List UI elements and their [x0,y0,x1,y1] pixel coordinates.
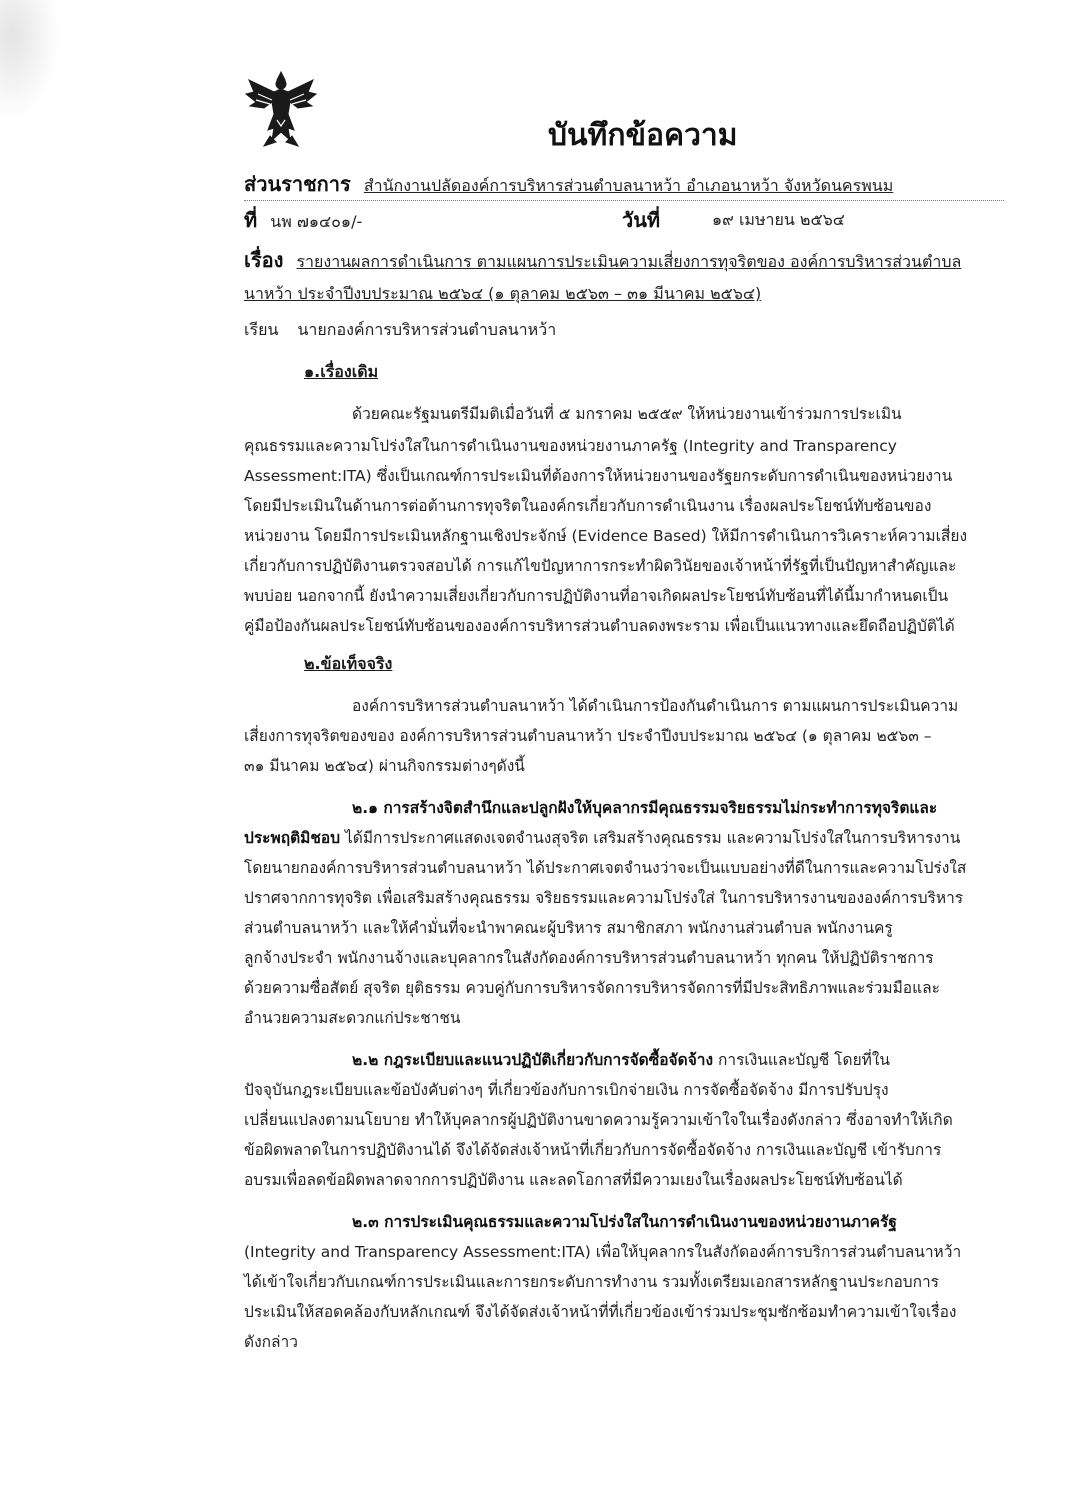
scan-shadow [0,0,60,120]
section-2-line: องค์การบริหารส่วนตำบลนาหว้า ได้ดำเนินการป้องกันดำเนินการ ตามแผนการประเมินความ [352,697,959,715]
item-2-1-first-rest: ได้มีการประกาศแสดงเจตจำนงสุจริต เสริมสร้างคุณธรรม และความโปร่งใสในการบริหารงาน [340,829,961,847]
item-2-3-line: ประเมินให้สอดคล้องกับหลักเกณฑ์ จึงได้จัดส่งเจ้าหน้าที่ที่เกี่ยวข้องเข้าร่วมประชุมซักซ้อมทำความเข้าใจเรื่อง [244,1303,957,1321]
recipient-row [244,318,1004,343]
section-2-line: เสี่ยงการทุจริตของของ องค์การบริหารส่วนตำบลนาหว้า ประจำปีงบประมาณ ๒๕๖๔ (๑ ตุลาคม ๒๕๖๓ – [244,727,932,745]
ref-value: นพ ๗๑๔๐๑/- [270,212,363,231]
section-1-line: หน่วยงาน โดยมีการประเมินหลักฐานเชิงประจักษ์ (Evidence Based) ให้มีการดำเนินการวิเคราะห์ความเสี่ยง [244,527,968,545]
ref-date-row [244,204,1004,232]
item-2-1-line: ส่วนตำบลนาหว้า และให้คำมั่นที่จะนำพาคณะผู้บริหาร สมาชิกสภา พนักงานส่วนตำบล พนักงานครู [244,919,893,937]
item-2-2-title-rest: การเงินและบัญชี โดยที่ใน [713,1051,891,1069]
item-2-2-title: ๒.๒ กฎระเบียบและแนวปฏิบัติเกี่ยวกับการจัดซื้อจัดจ้าง [352,1051,714,1069]
item-2-1-title-cont: ประพฤติมิชอบ [244,829,341,847]
date-label: วันที่ [622,208,661,232]
item-2-1-line: ปราศจากการทุจริต เพื่อเสริมสร้างคุณธรรม จริยธรรมและความโปร่งใส่ ในการบริหารงานขององค์การบริหาร [244,889,964,907]
section-1-line: คู่มือป้องกันผลประโยชน์ทับซ้อนขององค์การบริหารส่วนตำบลดงพระราม เพื่อเป็นแนวทางและยึดถือปฏิบัติได้ [244,617,955,635]
subject-line-1: รายงานผลการดำเนินการ ตามแผนการประเมินความเสี่ยงการทุจริตของ องค์การบริหารส่วนตำบล [296,252,962,271]
agency-value: สำนักงานปลัดองค์การบริหารส่วนตำบลนาหว้า อำเภอนาหว้า จังหวัดนครพนม [363,176,894,195]
recipient-label: เรียน [244,320,279,339]
item-2-1-line [244,828,1004,848]
item-2-2-line: เปลี่ยนแปลงตามนโยบาย ทำให้บุคลากรผู้ปฏิบัติงานขาดความรู้ความเข้าใจในเรื่องดังกล่าว ซึ่งอาจทำให้เกิด [244,1111,953,1129]
recipient-value: นายกองค์การบริหารส่วนตำบลนาหว้า [297,320,557,339]
agency-row [244,168,1004,201]
item-2-2-first-line [244,1050,1091,1070]
ref-label: ที่ [244,208,258,232]
agency-label: ส่วนราชการ [244,172,351,196]
item-2-2-line: ปัจจุบันกฎระเบียบและข้อบังคับต่างๆ ที่เกี่ยวข้องกับการเบิกจ่ายเงิน การจัดซื้อจัดจ้าง มีการปรับปรุง [244,1081,889,1099]
item-2-3-line: ได้เข้าใจเกี่ยวกับเกณฑ์การประเมินและการยกระดับการทำงาน รวมทั้งเตรียมเอกสารหลักฐานประกอบการ [244,1273,940,1291]
item-2-1-line: อำนวยความสะดวกแก่ประชาชน [244,1009,461,1027]
section-1-line: ด้วยคณะรัฐมนตรีมีมติเมื่อวันที่ ๕ มกราคม ๒๕๕๙ ให้หน่วยงานเข้าร่วมการประเมิน [352,405,902,423]
subject-row-2 [244,282,1004,307]
item-2-2-line: ข้อผิดพลาดในการปฏิบัติงานได้ จึงได้จัดส่งเจ้าหน้าที่เกี่ยวกับการจัดซื้อจัดจ้าง การเงินและบัญชี เข้ารับการ [244,1141,942,1159]
item-2-1-title: ๒.๑ การสร้างจิตสำนึกและปลูกฝังให้บุคลากรมีคุณธรรมจริยธรรมไม่กระทำการทุจริตและ [352,799,938,817]
subject-row [244,244,1004,276]
section-1-line: พบบ่อย นอกจากนี้ ยังนำความเสี่ยงเกี่ยวกับการปฏิบัติงานที่อาจเกิดผลประโยชน์ทับซ้อนที่ได้นี้มากำหนดเป็น [244,587,949,605]
item-2-1-line: ด้วยความซื่อสัตย์ สุจริต ยุติธรรม ควบคู่กับการบริหารจัดการบริหารจัดการที่มีประสิทธิภาพและร่วมมือและ [244,979,940,997]
section-2-line: ๓๑ มีนาคม ๒๕๖๔) ผ่านกิจกรรมต่างๆดังนี้ [244,757,525,775]
section-1-heading: ๑.เรื่องเดิม [304,362,379,381]
section-1-line: คุณธรรมและความโปร่งใสในการดำเนินงานของหน่วยงานภาครัฐ (Integrity and Transparency [244,437,897,455]
section-1-line: เกี่ยวกับการปฏิบัติงานตรวจสอบได้ การแก้ไขปัญหาการกระทำผิดวินัยของเจ้าหน้าที่รัฐที่เป็นปัญหาสำคัญและ [244,557,957,575]
item-2-1-line: ลูกจ้างประจำ พนักงานจ้างและบุคลากรในสังกัดองค์การบริหารส่วนตำบลนาหว้า ทุกคน ให้ปฏิบัติราชการ [244,949,934,967]
item-2-3-line: (Integrity and Transparency Assessment:ITA) เพื่อให้บุคลากรในสังกัดองค์การบริการส่วนตำบลนาหว้า [244,1243,962,1261]
section-1-line: Assessment:ITA) ซึ่งเป็นเกณฑ์การประเมินที่ต้องการให้หน่วยงานของรัฐยกระดับการดำเนินของหน่วยงาน [244,467,953,485]
section-2-heading: ๒.ข้อเท็จจริง [304,654,393,673]
item-2-1-line: โดยนายกองค์การบริหารส่วนตำบลนาหว้า ได้ประกาศเจตจำนงว่าจะเป็นแบบอย่างที่ดีในการและความโปร่งใส [244,859,967,877]
item-2-3-line: ดังกล่าว [244,1333,298,1351]
subject-line-2: นาหว้า ประจำปีงบประมาณ ๒๕๖๔ (๑ ตุลาคม ๒๕๖๓ – ๓๑ มีนาคม ๒๕๖๔) [244,284,762,303]
subject-label: เรื่อง [244,248,284,272]
section-1-line: โดยมีประเมินในด้านการต่อต้านการทุจริตในองค์กรเกี่ยวกับการดำเนินงาน เรื่องผลประโยชน์ทับซ้อนของ [244,497,932,515]
document-title: บันทึกข้อความ [548,118,738,153]
item-2-3-title: ๒.๓ การประเมินคุณธรรมและความโปร่งใสในการดำเนินงานของหน่วยงานภาครัฐ [352,1213,897,1231]
garuda-emblem-icon [244,70,318,148]
item-2-2-line: อบรมเพื่อลดข้อผิดพลาดจากการปฏิบัติงาน และลดโอกาสที่มีความเยงในเรื่องผลประโยชน์ทับซ้อนได้ [244,1171,903,1189]
date-value: ๑๙ เมษายน ๒๕๖๔ [712,210,845,229]
